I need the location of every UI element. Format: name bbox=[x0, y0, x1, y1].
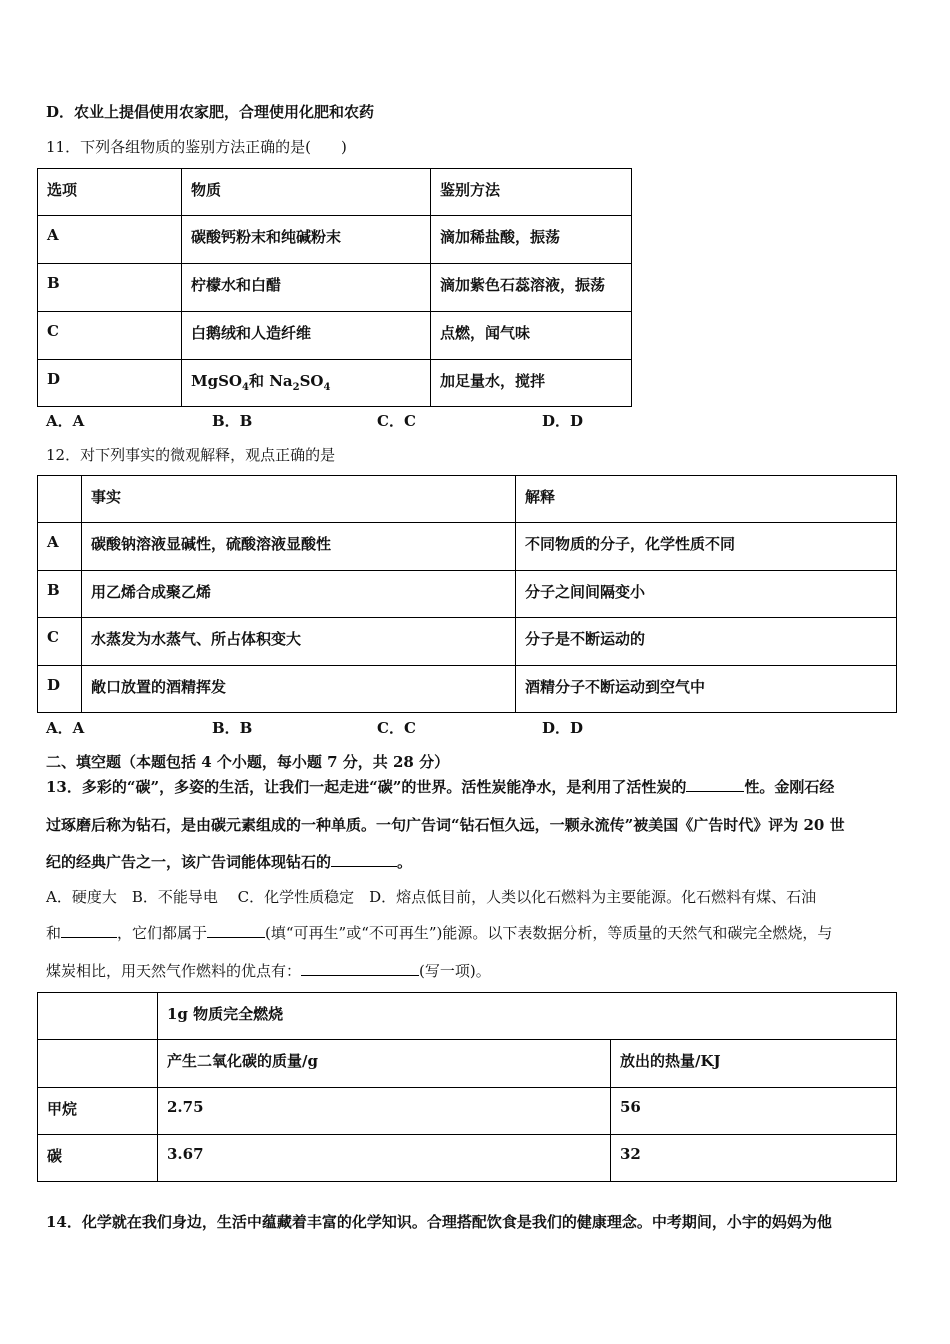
q11-header-option: 选项 bbox=[38, 169, 182, 216]
table-row: C 水蒸发为水蒸气、所占体积变大 分子是不断运动的 bbox=[38, 618, 897, 666]
q13-blank-5[interactable] bbox=[301, 961, 419, 976]
q10-option-d: D．农业上提倡使用农家肥，合理使用化肥和农药 bbox=[46, 103, 375, 121]
q13-blank-2[interactable] bbox=[331, 852, 397, 867]
q13-line-2: 过琢磨后称为钻石，是由碳元素组成的一种单质。一句广告词“钻石恒久远，一颗永流传”被美国《广告时代》评为 20 世 bbox=[46, 816, 845, 834]
q12-header-explanation: 解释 bbox=[516, 476, 897, 523]
q14-line-1: 14．化学就在我们身边，生活中蕴藏着丰富的化学知识。合理搭配饮食是我们的健康理念。中考期间，小宇的妈妈为他 bbox=[46, 1213, 832, 1231]
table-row: B 用乙烯合成聚乙烯 分子之间间隔变小 bbox=[38, 571, 897, 618]
q11-choice-b[interactable]: B．B bbox=[212, 412, 253, 430]
table-row: 碳 3.67 32 bbox=[38, 1135, 897, 1182]
q13-col-co2: 产生二氧化碳的质量/g bbox=[158, 1040, 611, 1088]
table-row: A 碳酸钠溶液显碱性，硫酸溶液显酸性 不同物质的分子，化学性质不同 bbox=[38, 523, 897, 571]
table-row: D MgSO$_4$和 $Na_2SO_4$ 加足量水，搅拌 bbox=[38, 360, 632, 407]
q11-choice-c[interactable]: C．C bbox=[377, 412, 416, 430]
q13-blank-3[interactable] bbox=[61, 923, 117, 938]
q13-blank-4[interactable] bbox=[207, 923, 265, 938]
table-row: C 白鹅绒和人造纤维 点燃，闻气味 bbox=[38, 312, 632, 360]
table-row: D 敞口放置的酒精挥发 酒精分子不断运动到空气中 bbox=[38, 666, 897, 713]
q12-choice-c[interactable]: C．C bbox=[377, 719, 416, 737]
q11-stem: 11．下列各组物质的鉴别方法正确的是( ) bbox=[46, 138, 347, 156]
q13-data-table bbox=[37, 992, 897, 1182]
q11-header-substance: 物质 bbox=[182, 169, 431, 216]
q12-stem: 12．对下列事实的微观解释，观点正确的是 bbox=[46, 446, 336, 464]
q13-blank-1[interactable] bbox=[686, 777, 744, 792]
q12-choice-a[interactable]: A．A bbox=[46, 719, 85, 737]
q12-choice-b[interactable]: B．B bbox=[212, 719, 253, 737]
q13-line-4: A．硬度大 B．不能导电 C．化学性质稳定 D．熔点低目前，人类以化石燃料为主要能源。化石燃料有煤、石油 bbox=[46, 888, 817, 906]
q11-choice-a[interactable]: A．A bbox=[46, 412, 85, 430]
table-row: B 柠檬水和白醋 滴加紫色石蕊溶液，振荡 bbox=[38, 264, 632, 312]
q13-line-5: 和 ，它们都属于 (填“可再生”或“不可再生”)能源。以下表数据分析，等质量的天然气和碳完全燃烧，与 bbox=[46, 924, 833, 942]
table-row: 甲烷 2.75 56 bbox=[38, 1088, 897, 1135]
q11-table bbox=[37, 168, 632, 407]
section-title: 二、填空题（本题包括 4 个小题，每小题 7 分，共 28 分） bbox=[46, 753, 450, 771]
q13-line-3: 纪的经典广告之一，该广告词能体现钻石的 。 bbox=[46, 853, 413, 871]
table-row: A 碳酸钙粉末和纯碱粉末 滴加稀盐酸，振荡 bbox=[38, 216, 632, 264]
q11-choice-d[interactable]: D．D bbox=[542, 412, 584, 430]
q12-table bbox=[37, 475, 897, 713]
q13-col-heat: 放出的热量/KJ bbox=[611, 1040, 897, 1088]
q13-table-head: 1g 物质完全燃烧 bbox=[158, 993, 897, 1040]
q12-choice-d[interactable]: D．D bbox=[542, 719, 584, 737]
q13-line-6: 煤炭相比，用天然气作燃料的优点有： (写一项)。 bbox=[46, 962, 491, 980]
q13-line-1: 13．多彩的“碳”，多姿的生活，让我们一起走进“碳”的世界。活性炭能净水，是利用了活性炭的 性。金刚石经 bbox=[46, 778, 835, 796]
q11-header-method: 鉴别方法 bbox=[431, 169, 632, 216]
q12-header-fact: 事实 bbox=[82, 476, 516, 523]
